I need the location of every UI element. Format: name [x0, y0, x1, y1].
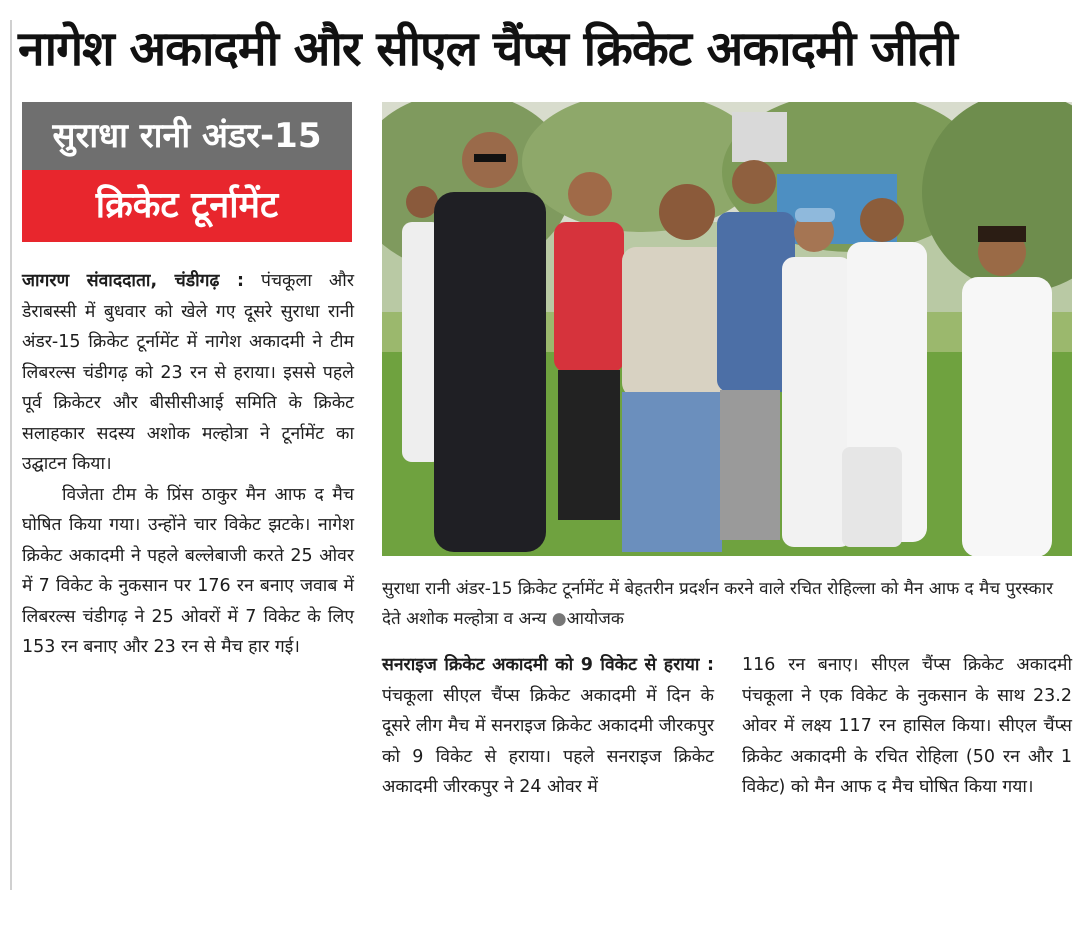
photo-credit: आयोजक: [566, 609, 624, 629]
caption-text: सुराधा रानी अंडर-15 क्रिकेट टूर्नामेंट में बेहतरीन प्रदर्शन करने वाले रचित रोहिल्ला को मैन आफ द मैच पुरस्कार देते अशोक मल्होत्रा व अन्य: [382, 579, 1054, 629]
article-column-right: [742, 650, 1072, 803]
news-photo: [382, 102, 1072, 556]
kicker-tournament-name: सुराधा रानी अंडर-15: [22, 102, 352, 170]
subhead: सनराइज क्रिकेट अकादमी को 9 विकेट से हराया :: [382, 655, 714, 675]
headline: नागेश अकादमी और सीएल चैंप्स क्रिकेट अकादमी जीती: [18, 21, 957, 77]
article-column-left: [22, 266, 354, 663]
article-paragraph: 116 रन बनाए। सीएल चैंप्स क्रिकेट अकादमी पंचकूला ने एक विकेट के नुकसान के साथ 23.2 ओवर में लक्ष्य 117 रन हासिल किया। सीएल चैंप्स क्रिकेट अकादमी के रचित रोहिला (50 रन और 1 विकेट) को मैन आफ द मैच घोषित किया गया।: [742, 655, 1072, 797]
column-rule: [10, 20, 12, 890]
photo-illustration: [382, 102, 1072, 556]
photo-caption: [382, 574, 1072, 634]
paragraph-text: पंचकूला सीएल चैंप्स क्रिकेट अकादमी में दिन के दूसरे लीग मैच में सनराइज क्रिकेट अकादमी जीरकपुर को 9 विकेट से हराया। पहले सनराइज क्रिकेट अकादमी जीरकपुर ने 24 ओवर में: [382, 685, 714, 797]
dateline: जागरण संवाददाता, चंडीगढ़ :: [22, 271, 244, 291]
kicker-tournament-type: क्रिकेट टूर्नामेंट: [22, 170, 352, 242]
article-paragraph: [382, 650, 714, 803]
article-paragraph: [22, 266, 354, 480]
paragraph-text: पंचकूला और डेराबस्सी में बुधवार को खेले गए दूसरे सुराधा रानी अंडर-15 क्रिकेट टूर्नामेंट में नागेश अकादमी ने टीम लिबरल्स चंडीगढ़ को 23 रन से हराया। इससे पहले पूर्व क्रिकेटर और बीसीसीआई समिति के क्रिकेट सलाहकार सदस्य अशोक मल्होत्रा ने टूर्नामेंट का उद्घाटन किया।: [22, 271, 354, 474]
article-column-middle: [382, 650, 714, 803]
credit-marker: ●: [551, 609, 567, 629]
article-paragraph: विजेता टीम के प्रिंस ठाकुर मैन आफ द मैच घोषित किया गया। उन्होंने चार विकेट झटके। नागेश क्रिकेट अकादमी ने पहले बल्लेबाजी करते 25 ओवर में 7 विकेट के नुकसान पर 176 रन बनाए जवाब में लिबरल्स चंडीगढ़ ने 25 ओवरों में 7 विकेट के लिए 153 रन बनाए और 23 रन से मैच हार गई।: [22, 484, 354, 657]
